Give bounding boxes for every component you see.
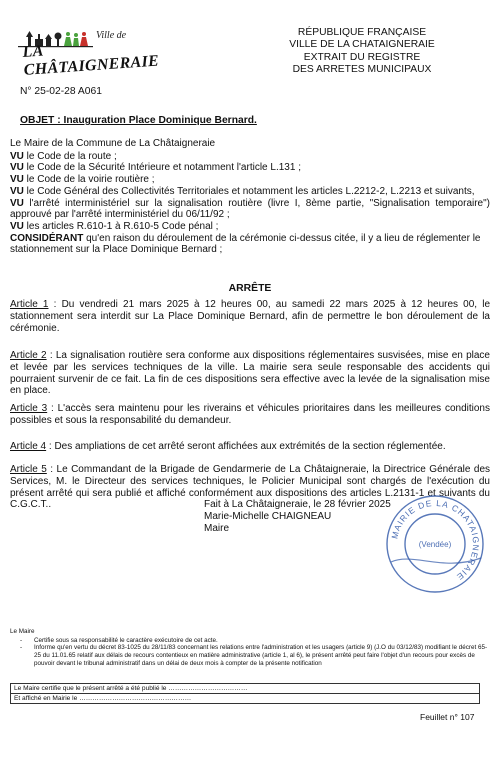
footer-notes <box>10 628 490 668</box>
header-line: DES ARRETES MUNICIPAUX <box>292 64 432 76</box>
logo-main-text: LA CHÂTAIGNERAIE <box>22 42 160 79</box>
article-label: Article 4 <box>10 441 47 452</box>
preamble <box>10 138 490 256</box>
objet-title: OBJET : Inauguration Place Dominique Bernard. <box>20 115 257 126</box>
footer-list <box>10 637 490 668</box>
article-3 <box>10 403 490 427</box>
considerant-line <box>10 233 490 256</box>
vu-text: l'arrêté interministériel sur la signalisation routière (livre I, 8ème partie, "Signalisation temporaire") approuvé par l'arrêté interministériel du 06/11/92 ; <box>10 197 490 221</box>
reference-number: N° 25-02-28 A061 <box>20 86 102 97</box>
article-1 <box>10 299 490 334</box>
vu-line <box>10 151 490 163</box>
svg-text:MAIRIE DE LA CHATAIGNERAIE: MAIRIE DE LA CHATAIGNERAIE <box>389 497 482 583</box>
vu-line <box>10 174 490 186</box>
posting-box: Et affiché en Mairie le …………………………………………… <box>10 694 480 704</box>
header-line: EXTRAIT DU REGISTRE <box>303 51 421 63</box>
official-stamp <box>383 492 487 596</box>
article-label: Article 5 <box>10 464 47 475</box>
considerant-text: qu'en raison du déroulement de la cérémonie ci-dessus citée, il y a lieu de réglementer le stationnement sur la Place Dominique Bernard ; <box>10 232 481 256</box>
signature-role: Maire <box>204 523 230 534</box>
article-text: : Du vendredi 21 mars 2025 à 12 heures 00, au samedi 22 mars 2025 à 12 heures 00, le stationnement sera interdit sur La Place Dominique Bernard, afin de permettre le bon déroulement de la cérémonie. <box>10 299 491 334</box>
vu-keyword: VU <box>10 185 24 197</box>
vu-text: le Code Général des Collectivités Territoriales et notamment les articles L.2212-2, L.2213 et suivants, <box>23 185 475 197</box>
article-text: : Des ampliations de cet arrêté seront affichées aux extrémités de la section réglementée. <box>46 441 446 452</box>
article-text: : L'accès sera maintenu pour les riverains et véhicules prioritaires dans les meilleures conditions possibles et sous la responsabilité du demandeur. <box>10 403 490 426</box>
vu-keyword: VU <box>10 197 24 209</box>
considerant-keyword: CONSIDÉRANT <box>10 232 84 244</box>
article-4 <box>10 441 490 453</box>
header-line: VILLE DE LA CHATAIGNERAIE <box>289 39 435 51</box>
vu-keyword: VU <box>10 174 24 186</box>
signature-name: Marie-Michelle CHAIGNEAU <box>204 511 332 522</box>
article-text: : La signalisation routière sera conforme aux dispositions réglementaires susvisées, mise en place et levée par les services techniques de la ville. La mairie sera seule responsable des accidents qui pourraient survenir de ce fait. La fin de ces dispositions sera effective avec la levée de la signalisation mise en place. <box>10 350 490 397</box>
commune-logo <box>18 30 160 80</box>
article-text: : Le Commandant de la Brigade de Gendarmerie de La Châtaigneraie, la Directrice Générale des Services, M. le Directeur des services techniques, le Policier Municipal sont chargés de l'exécution du présent arrêté qui sera publié et affiché conformément aux dispositions des articles L.2131-1 et suivants du C.G.C.T.. <box>10 464 491 511</box>
vu-line <box>10 198 490 221</box>
stamp-seal-icon <box>383 492 487 596</box>
sheet-number: Feuillet n° 107 <box>420 712 475 722</box>
article-label: Article 3 <box>10 403 48 414</box>
vu-line <box>10 221 490 233</box>
vu-text: le Code de la Sécurité Intérieure et notamment l'article L.131 ; <box>23 162 301 174</box>
footer-title: Le Maire <box>10 628 35 635</box>
article-label: Article 2 <box>10 350 47 361</box>
signature-place-date: Fait à La Châtaigneraie, le 28 février 2025 <box>204 499 391 510</box>
arrete-heading: ARRÊTE <box>228 283 272 294</box>
vu-keyword: VU <box>10 162 24 174</box>
svg-text:(Vendée): (Vendée) <box>418 540 452 549</box>
vu-text: le Code de la route ; <box>23 150 117 162</box>
vu-keyword: VU <box>10 150 24 162</box>
vu-line <box>10 186 490 198</box>
preamble-intro: Le Maire de la Commune de La Châtaigneraie <box>10 138 216 149</box>
footer-item: - Informe qu'en vertu du décret 83-1025 du 28/11/83 concernant les relations entre l'administration et les usagers (article 9) (J.O du 03/12/83) modifiant le décret 65-25 du 11.01.65 relatif aux délais de recours contentieux en matière administrative (article 1, al 6), le présent arrêté peut faire l'objet d'un recours pour excès de pouvoir devant le tribunal administratif dans un délai de deux mois à compter de la présente notification <box>34 644 490 667</box>
publication-box: Le Maire certifie que le présent arrêté a été publié le ……………………………… <box>10 683 480 694</box>
article-label: Article 1 <box>10 299 49 310</box>
vu-text: le Code de la voirie routière ; <box>23 174 155 186</box>
header-block <box>258 27 466 77</box>
vu-keyword: VU <box>10 220 24 232</box>
vu-line <box>10 162 490 174</box>
vu-text: les articles R.610-1 à R.610-5 Code pénal ; <box>23 220 219 232</box>
publication-boxes <box>10 683 480 704</box>
article-2 <box>10 350 490 397</box>
signature-block <box>204 499 391 535</box>
footer-item: - Certifie sous sa responsabilité le caractère exécutoire de cet acte. <box>34 637 490 645</box>
header-line: RÉPUBLIQUE FRANÇAISE <box>297 27 427 38</box>
logo-small-text: Ville de <box>96 30 127 41</box>
